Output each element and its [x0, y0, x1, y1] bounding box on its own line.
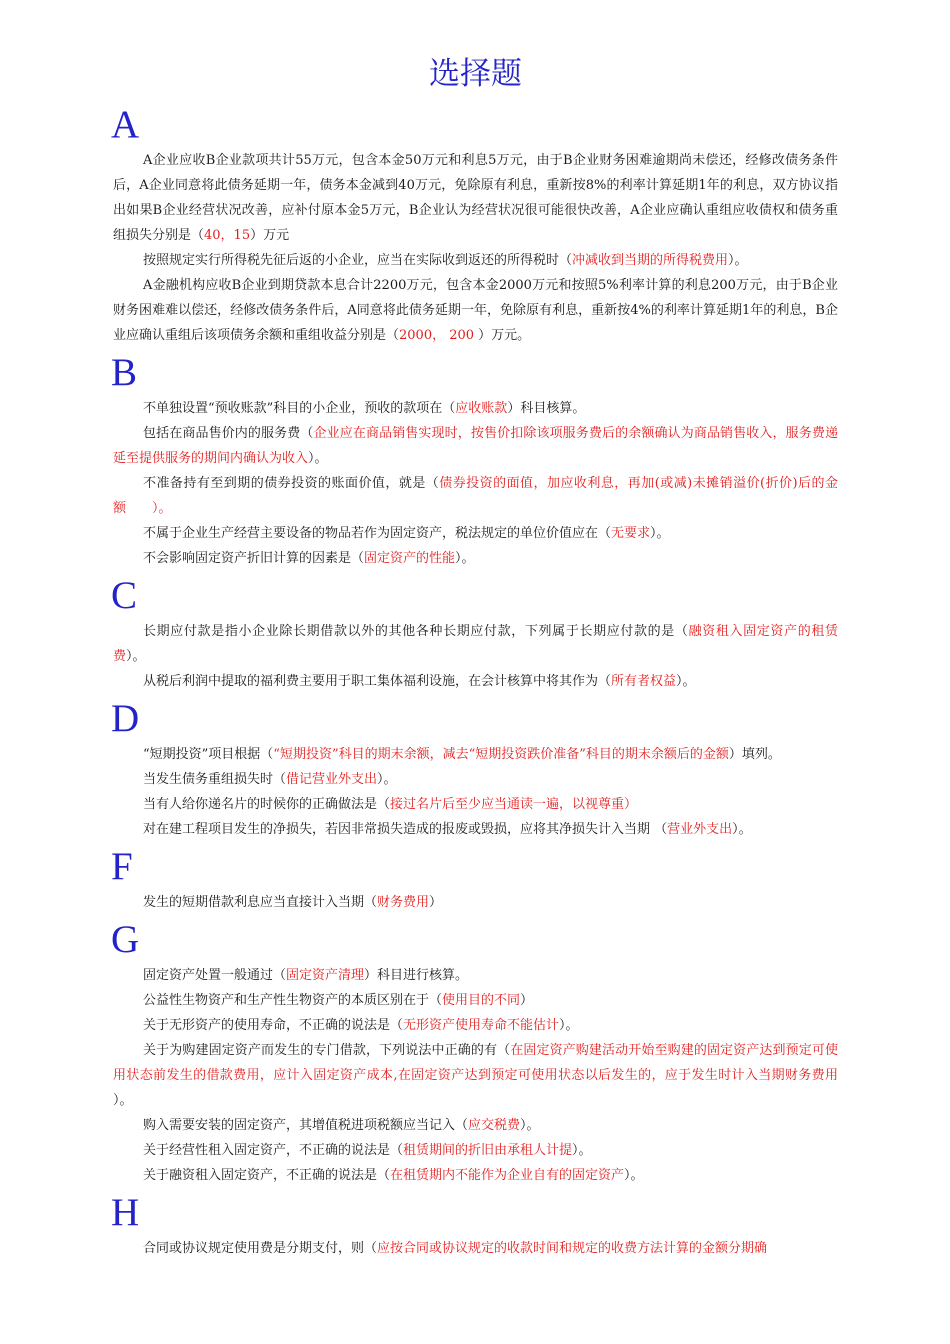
document-page [113, 52, 838, 1261]
answer-text: “短期投资”科目的期末余额，减去“短期投资跌价准备”科目的期末余额后的金额 [273, 747, 729, 762]
answer-text: 应按合同或协议规定的收款时间和规定的收费方法计算的金额分期确 [377, 1241, 768, 1256]
question-text: 按照规定实行所得税先征后返的小企业，应当在实际收到返还的所得税时（ [143, 253, 573, 268]
question-text: 购入需要安装的固定资产，其增值税进项税额应当记入（ [143, 1118, 469, 1133]
question-text: “短期投资”项目根据（ [143, 747, 274, 762]
question-text-tail: ）。 [728, 253, 748, 268]
question-text: A金融机构应收B企业到期贷款本息合计2200万元，包含本金2000万元和按照5%利率计算的利息200万元，由于B企业财务困难难以偿还，经修改债务条件后，A同意将此债务延期一年，免除原有利息，重新按4%的利率计算延期1年的利息，B企业应确认重组后该项债务余额和重组收益分别是（ [113, 278, 838, 343]
section-letter-b: B [111, 351, 138, 394]
question-text-tail: ）。 [455, 551, 475, 566]
question-item [113, 471, 838, 521]
question-text-tail: ）。 [559, 1018, 579, 1033]
question-item [113, 742, 838, 767]
question-text-tail: ）科目进行核算。 [364, 968, 469, 983]
question-text: 不准备持有至到期的债券投资的账面价值，就是（ [143, 476, 440, 491]
answer-text: 债券投资的面值，加应收利息，再加(或减)未摊销溢价(折价)后的金额 ）。 [113, 476, 838, 516]
question-text: A企业应收B企业款项共计55万元，包含本金50万元和利息5万元，由于B企业财务困难逾期尚未偿还，经修改债务条件后，A企业同意将此债务延期一年，债务本金减到40万元，免除原有利息，重新按8%的利率计算延期1年的利息，双方协议指出如果B企业经营状况改善，应补付原本金5万元，B企业认为经营状况很可能很快改善，A企业应确认重组应收债权和债务重组损失分别是（ [113, 153, 838, 243]
question-item [113, 619, 838, 669]
question-text-tail: ）。 [676, 674, 696, 689]
question-item [113, 669, 838, 694]
question-item [113, 1038, 838, 1113]
question-text: 长期应付款是指小企业除长期借款以外的其他各种长期应付款，下列属于长期应付款的是（ [143, 624, 689, 639]
question-text-tail: ）。 [624, 1168, 644, 1183]
question-text: 不会影响固定资产折旧计算的因素是（ [143, 551, 365, 566]
question-item [113, 963, 838, 988]
question-text: 固定资产处置一般通过（ [143, 968, 287, 983]
question-text-tail: ）。 [520, 1118, 540, 1133]
answer-text: 固定资产的性能 [364, 551, 456, 566]
question-item [113, 148, 838, 248]
question-text-tail: ）万元。 [474, 328, 531, 343]
question-item [113, 396, 838, 421]
answer-text: 借记营业外支出 [286, 772, 378, 787]
answer-text: 冲减收到当期的所得税费用 [572, 253, 729, 268]
question-text: 关于无形资产的使用寿命，不正确的说法是（ [143, 1018, 404, 1033]
answer-text: 应收账款 [455, 401, 508, 416]
question-item [113, 1163, 838, 1188]
question-item [113, 521, 838, 546]
question-text: 当发生债务重组损失时（ [143, 772, 287, 787]
question-text-tail: ）。 [308, 451, 328, 466]
answer-text: 2000， 200 [399, 328, 475, 343]
question-text: 关于融资租入固定资产，不正确的说法是（ [143, 1168, 391, 1183]
question-item [113, 1236, 838, 1261]
answer-text: 40，15 [204, 228, 251, 243]
question-item [113, 1113, 838, 1138]
question-text: 发生的短期借款利息应当直接计入当期（ [143, 895, 378, 910]
question-text: 关于为购建固定资产而发生的专门借款，下列说法中正确的有（ [143, 1043, 511, 1058]
question-text: 公益性生物资产和生产性生物资产的本质区别在于（ [143, 993, 443, 1008]
question-text-tail: ）填列。 [728, 747, 781, 762]
question-text-tail: ）科目核算。 [507, 401, 586, 416]
question-text: 合同或协议规定使用费是分期支付，则（ [143, 1241, 378, 1256]
question-item [113, 421, 838, 471]
question-sections [113, 104, 838, 1261]
question-item [113, 248, 838, 273]
answer-text: 租赁期间的折旧由承租人计提 [403, 1143, 573, 1158]
question-text: 当有人给你递名片的时候你的正确做法是（ [143, 797, 391, 812]
section-letter-c: C [111, 574, 138, 617]
question-item [113, 988, 838, 1013]
question-item [113, 792, 838, 817]
answer-text: 接过名片后至少应当通读一遍，以视尊重） [390, 797, 638, 812]
answer-text: 无要求 [611, 526, 651, 541]
question-item [113, 1013, 838, 1038]
answer-text: 所有者权益 [611, 674, 677, 689]
question-item [113, 817, 838, 842]
question-item [113, 767, 838, 792]
section-letter-g: G [111, 918, 140, 961]
question-text-tail: ） [429, 895, 443, 910]
section-letter-d: D [111, 697, 140, 740]
question-text-tail: ）。 [732, 822, 752, 837]
question-item [113, 1138, 838, 1163]
question-text-tail: ） [520, 993, 534, 1008]
answer-text: 固定资产清理 [286, 968, 365, 983]
page-title: 选择题 [429, 56, 522, 92]
question-text-tail: ）。 [113, 1093, 133, 1108]
question-text: 不属于企业生产经营主要设备的物品若作为固定资产，税法规定的单位价值应在（ [143, 526, 612, 541]
section-letter-f: F [111, 845, 133, 888]
question-text-tail: ）。 [650, 526, 670, 541]
question-item [113, 273, 838, 348]
answer-text: 在固定资产购建活动开始至购建的固定资产达到预定可使用状态前发生的借款费用，应计入固定资产成本,在固定资产达到预定可使用状态以后发生的，应于发生时计入当期财务费用 [113, 1043, 838, 1083]
answer-text: 融资租入固定资产的租赁费 [113, 624, 838, 664]
question-text-tail: ）万元 [250, 228, 290, 243]
answer-text: 在租赁期内不能作为企业自有的固定资产 [390, 1168, 625, 1183]
answer-text: 财务费用 [377, 895, 430, 910]
question-item [113, 546, 838, 571]
answer-text: 企业应在商品销售实现时，按售价扣除该项服务费后的余额确认为商品销售收入，服务费递延至提供服务的期间内确认为收入 [113, 426, 838, 466]
answer-text: 应交税费 [468, 1118, 521, 1133]
answer-text: 营业外支出 [667, 822, 733, 837]
question-text: 对在建工程项目发生的净损失，若因非常损失造成的报废或毁损，应将其净损失计入当期 （ [143, 822, 668, 837]
answer-text: 使用目的不同 [442, 993, 521, 1008]
question-item [113, 890, 838, 915]
question-text-tail: ）。 [126, 649, 146, 664]
question-text-tail: ）。 [572, 1143, 592, 1158]
question-text: 关于经营性租入固定资产，不正确的说法是（ [143, 1143, 404, 1158]
section-letter-h: H [111, 1191, 140, 1234]
question-text: 不单独设置“预收账款”科目的小企业，预收的款项在（ [143, 401, 456, 416]
answer-text: 无形资产使用寿命不能估计 [403, 1018, 560, 1033]
question-text-tail: ）。 [377, 772, 397, 787]
question-text: 从税后利润中提取的福利费主要用于职工集体福利设施，在会计核算中将其作为（ [143, 674, 612, 689]
section-letter-a: A [111, 103, 140, 146]
question-text: 包括在商品售价内的服务费（ [143, 426, 314, 441]
